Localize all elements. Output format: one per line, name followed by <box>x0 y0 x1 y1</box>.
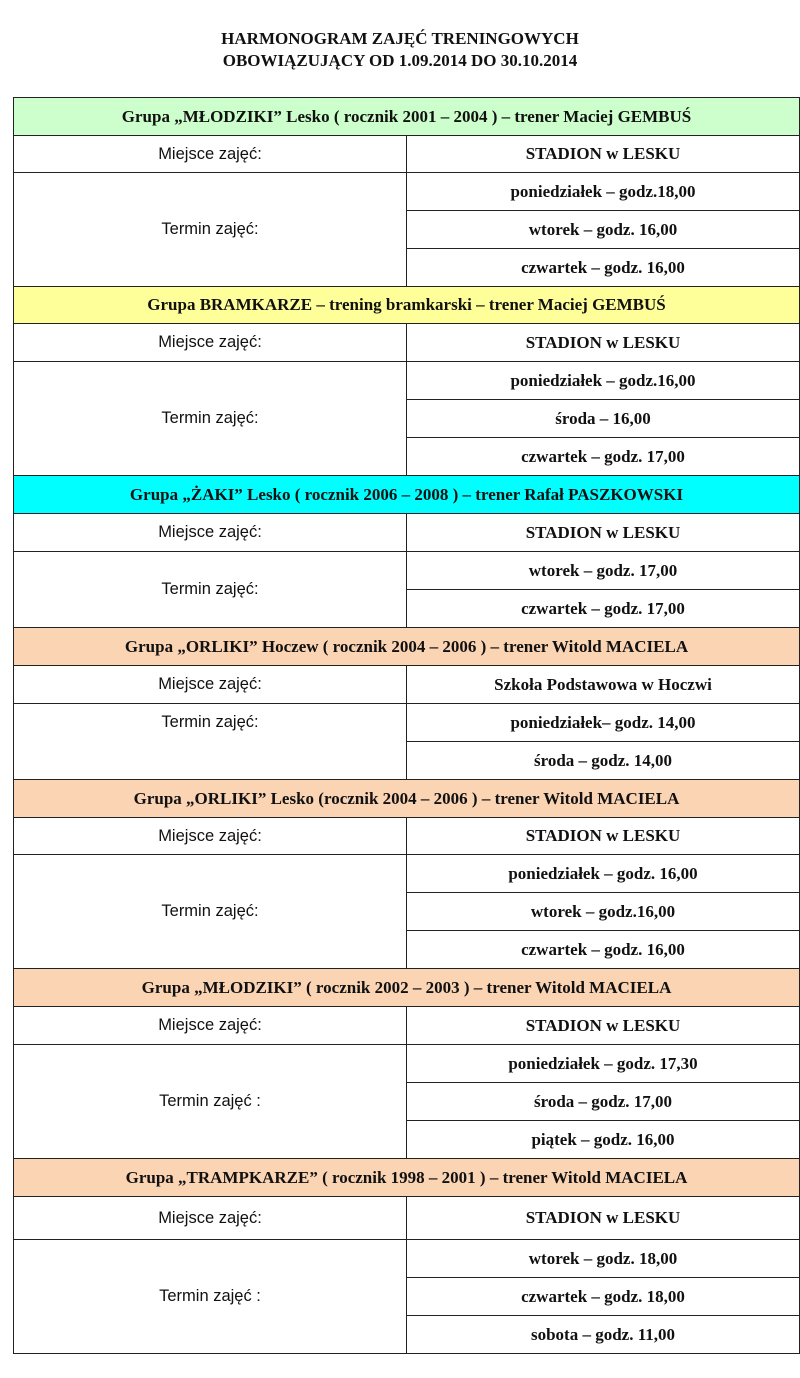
term-label: Termin zajęć: <box>14 855 407 969</box>
schedule-table <box>13 97 800 1354</box>
place-row <box>14 324 800 362</box>
group-header-row <box>14 969 800 1007</box>
group-header: Grupa „ORLIKI” Lesko (rocznik 2004 – 2006 ) – trener Witold MACIELA <box>14 780 800 818</box>
place-row <box>14 666 800 704</box>
place-value: STADION w LESKU <box>407 136 800 173</box>
place-value: STADION w LESKU <box>407 324 800 362</box>
place-label: Miejsce zajęć: <box>14 1197 407 1240</box>
group-header: Grupa „MŁODZIKI” Lesko ( rocznik 2001 – 2004 ) – trener Maciej GEMBUŚ <box>14 98 800 136</box>
term-label: Termin zajęć: <box>14 704 407 780</box>
group-header: Grupa „TRAMPKARZE” ( rocznik 1998 – 2001 ) – trener Witold MACIELA <box>14 1159 800 1197</box>
place-row <box>14 514 800 552</box>
place-value: STADION w LESKU <box>407 514 800 552</box>
term-value: czwartek – godz. 17,00 <box>407 438 800 476</box>
term-label: Termin zajęć: <box>14 362 407 476</box>
title-line-2: OBOWIĄZUJĄCY OD 1.09.2014 DO 30.10.2014 <box>222 51 578 70</box>
term-value: środa – godz. 14,00 <box>407 742 800 780</box>
term-value: wtorek – godz. 18,00 <box>407 1240 800 1278</box>
term-row <box>14 704 800 742</box>
term-value: piątek – godz. 16,00 <box>407 1121 800 1159</box>
place-row <box>14 818 800 855</box>
term-value: wtorek – godz. 16,00 <box>407 211 800 249</box>
term-row <box>14 362 800 400</box>
place-label: Miejsce zajęć: <box>14 514 407 552</box>
group-header-row <box>14 780 800 818</box>
place-value: Szkoła Podstawowa w Hoczwi <box>407 666 800 704</box>
term-label: Termin zajęć: <box>14 173 407 287</box>
place-value: STADION w LESKU <box>407 1007 800 1045</box>
place-value: STADION w LESKU <box>407 1197 800 1240</box>
group-header-row <box>14 1159 800 1197</box>
place-row <box>14 1197 800 1240</box>
group-header: Grupa „MŁODZIKI” ( rocznik 2002 – 2003 ) – trener Witold MACIELA <box>14 969 800 1007</box>
place-row <box>14 136 800 173</box>
term-value: środa – godz. 17,00 <box>407 1083 800 1121</box>
term-value: wtorek – godz. 17,00 <box>407 552 800 590</box>
term-value: czwartek – godz. 17,00 <box>407 590 800 628</box>
term-value: czwartek – godz. 16,00 <box>407 249 800 287</box>
place-label: Miejsce zajęć: <box>14 324 407 362</box>
term-row <box>14 1240 800 1278</box>
term-row <box>14 552 800 590</box>
term-label: Termin zajęć : <box>14 1240 407 1354</box>
term-value: czwartek – godz. 18,00 <box>407 1278 800 1316</box>
term-value: wtorek – godz.16,00 <box>407 893 800 931</box>
term-row <box>14 1045 800 1083</box>
term-value: sobota – godz. 11,00 <box>407 1316 800 1354</box>
term-row <box>14 173 800 211</box>
term-row <box>14 855 800 893</box>
term-value: poniedziałek – godz. 17,30 <box>407 1045 800 1083</box>
title-line-1: HARMONOGRAM ZAJĘĆ TRENINGOWYCH <box>221 29 579 48</box>
place-label: Miejsce zajęć: <box>14 1007 407 1045</box>
term-label: Termin zajęć: <box>14 552 407 628</box>
place-row <box>14 1007 800 1045</box>
document-title <box>0 28 800 72</box>
group-header: Grupa BRAMKARZE – trening bramkarski – trener Maciej GEMBUŚ <box>14 287 800 324</box>
group-header-row <box>14 287 800 324</box>
group-header-row <box>14 98 800 136</box>
place-value: STADION w LESKU <box>407 818 800 855</box>
term-value: czwartek – godz. 16,00 <box>407 931 800 969</box>
group-header-row <box>14 628 800 666</box>
term-value: poniedziałek – godz.18,00 <box>407 173 800 211</box>
term-value: środa – 16,00 <box>407 400 800 438</box>
term-value: poniedziałek – godz.16,00 <box>407 362 800 400</box>
term-value: poniedziałek– godz. 14,00 <box>407 704 800 742</box>
group-header: Grupa „ORLIKI” Hoczew ( rocznik 2004 – 2006 ) – trener Witold MACIELA <box>14 628 800 666</box>
place-label: Miejsce zajęć: <box>14 818 407 855</box>
place-label: Miejsce zajęć: <box>14 136 407 173</box>
group-header-row <box>14 476 800 514</box>
group-header: Grupa „ŻAKI” Lesko ( rocznik 2006 – 2008 ) – trener Rafał PASZKOWSKI <box>14 476 800 514</box>
term-label: Termin zajęć : <box>14 1045 407 1159</box>
term-value: poniedziałek – godz. 16,00 <box>407 855 800 893</box>
place-label: Miejsce zajęć: <box>14 666 407 704</box>
